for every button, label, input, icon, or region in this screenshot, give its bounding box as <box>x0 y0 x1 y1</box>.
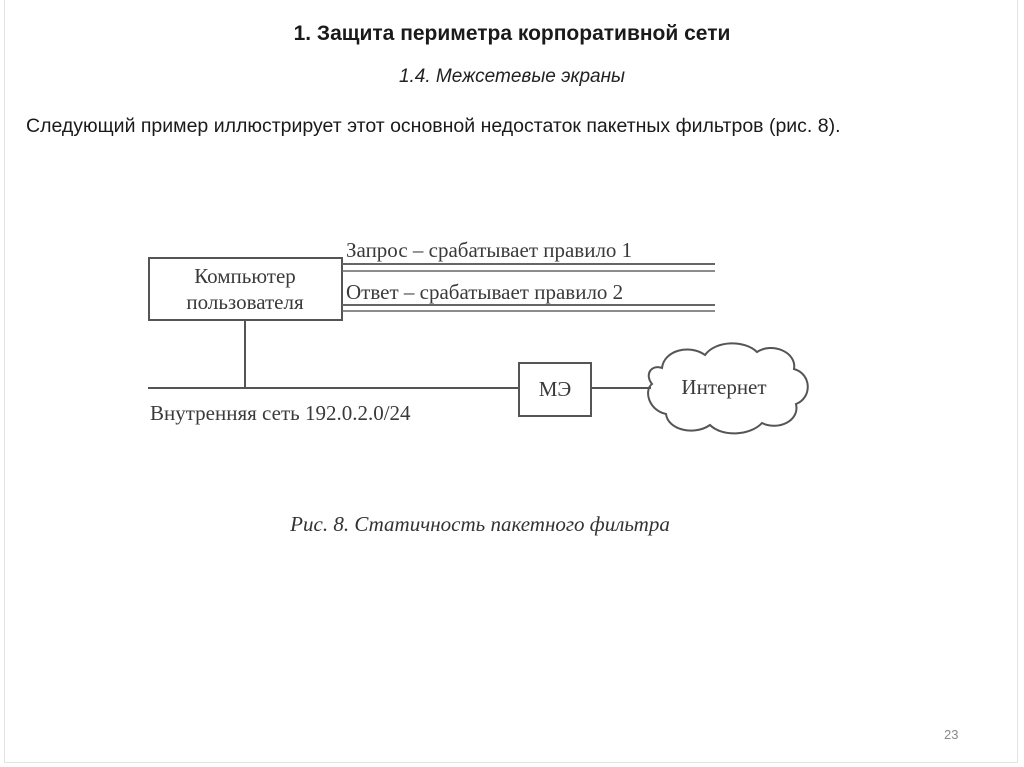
slide-subtitle: 1.4. Межсетевые экраны <box>398 66 626 87</box>
page-number: 23 <box>944 727 959 742</box>
computer-label-line1: Компьютер <box>194 264 296 288</box>
firewall-label: МЭ <box>538 377 572 401</box>
internet-label: Интернет <box>681 375 767 399</box>
response-label: Ответ – срабатывает правило 2 <box>346 280 624 304</box>
figure-caption: Рис. 8. Статичность пакетного фильтра <box>290 512 670 536</box>
slide-title: 1. Защита периметра корпоративной сети <box>293 22 731 45</box>
network-label: Внутренняя сеть 192.0.2.0/24 <box>150 401 411 425</box>
computer-label-line2: пользователя <box>186 290 304 314</box>
request-label: Запрос – срабатывает правило 1 <box>346 238 633 262</box>
body-paragraph: Следующий пример иллюстрирует этот основной недостаток пакетных фильтров (рис. 8). <box>26 115 841 137</box>
